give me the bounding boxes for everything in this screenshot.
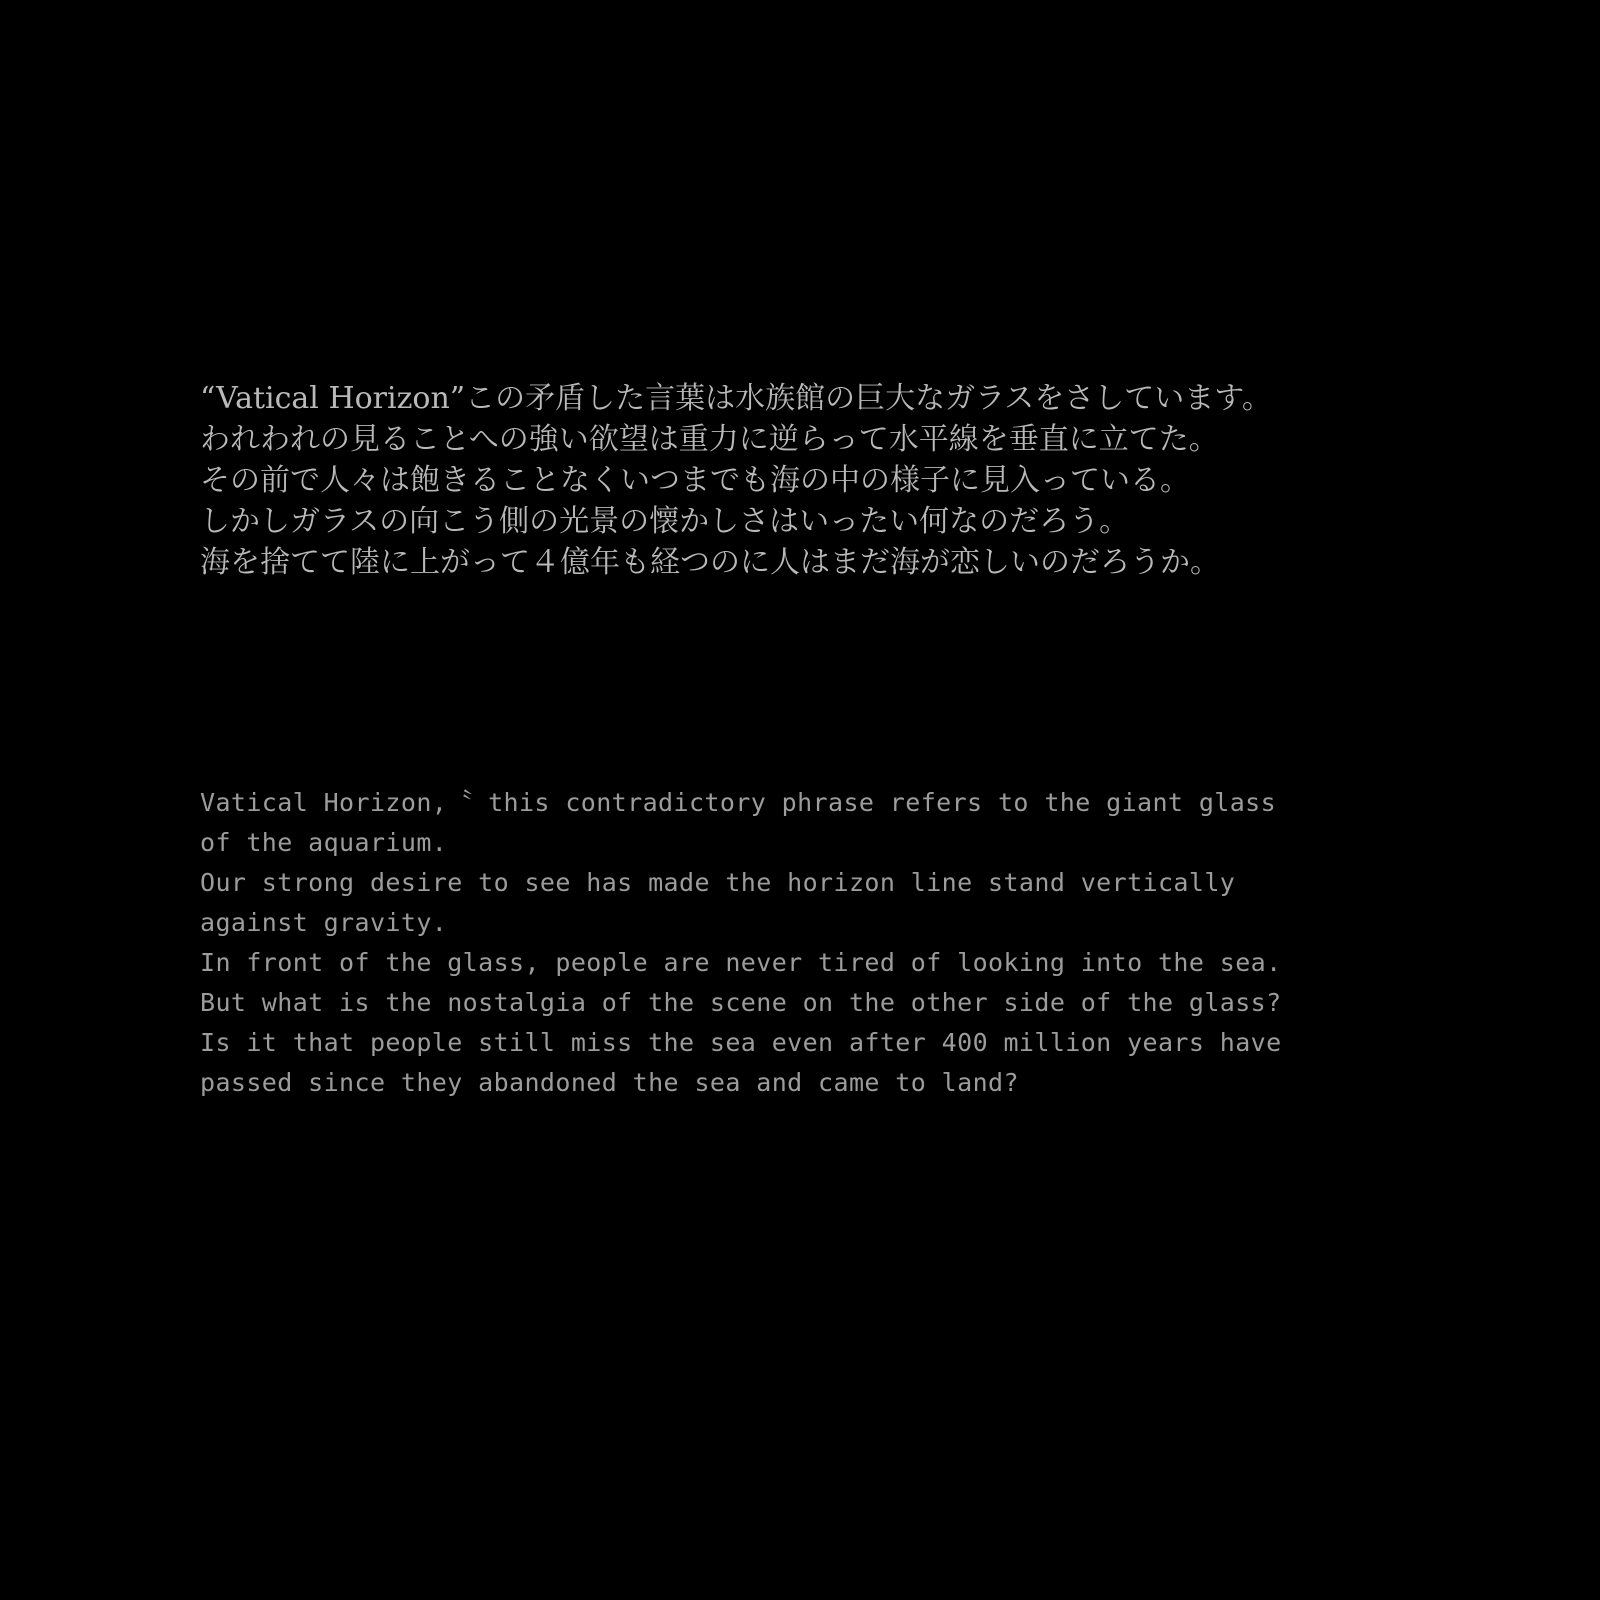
english-line: of the aquarium. xyxy=(200,828,448,857)
english-line: passed since they abandoned the sea and came to land? xyxy=(200,1068,1019,1097)
english-line: In front of the glass, people are never tired of looking into the sea. xyxy=(200,948,1282,977)
english-line: Our strong desire to see has made the horizon line stand vertically xyxy=(200,868,1236,897)
english-line: against gravity. xyxy=(200,908,448,937)
english-line: But what is the nostalgia of the scene on the other side of the glass? xyxy=(200,988,1282,1017)
japanese-line: 海を捨てて陸に上がって４億年も経つのに人はまだ海が恋しいのだろうか。 xyxy=(200,545,1220,580)
japanese-line: しかしガラスの向こう側の光景の懐かしさはいったい何なのだろう。 xyxy=(200,504,1130,539)
english-statement-block xyxy=(200,783,1500,1103)
japanese-line: “Vatical Horizon”この矛盾した言葉は水族館の巨大なガラスをさしています。 xyxy=(200,381,1272,416)
japanese-statement-block xyxy=(200,378,1460,583)
english-line: Vatical Horizon,〝 this contradictory phrase refers to the giant glass xyxy=(200,788,1277,817)
japanese-line: その前で人々は飽きることなくいつまでも海の中の様子に見入っている。 xyxy=(200,463,1190,498)
japanese-line: われわれの見ることへの強い欲望は重力に逆らって水平線を垂直に立てた。 xyxy=(200,422,1219,457)
english-line: Is it that people still miss the sea even after 400 million years have xyxy=(200,1028,1282,1057)
